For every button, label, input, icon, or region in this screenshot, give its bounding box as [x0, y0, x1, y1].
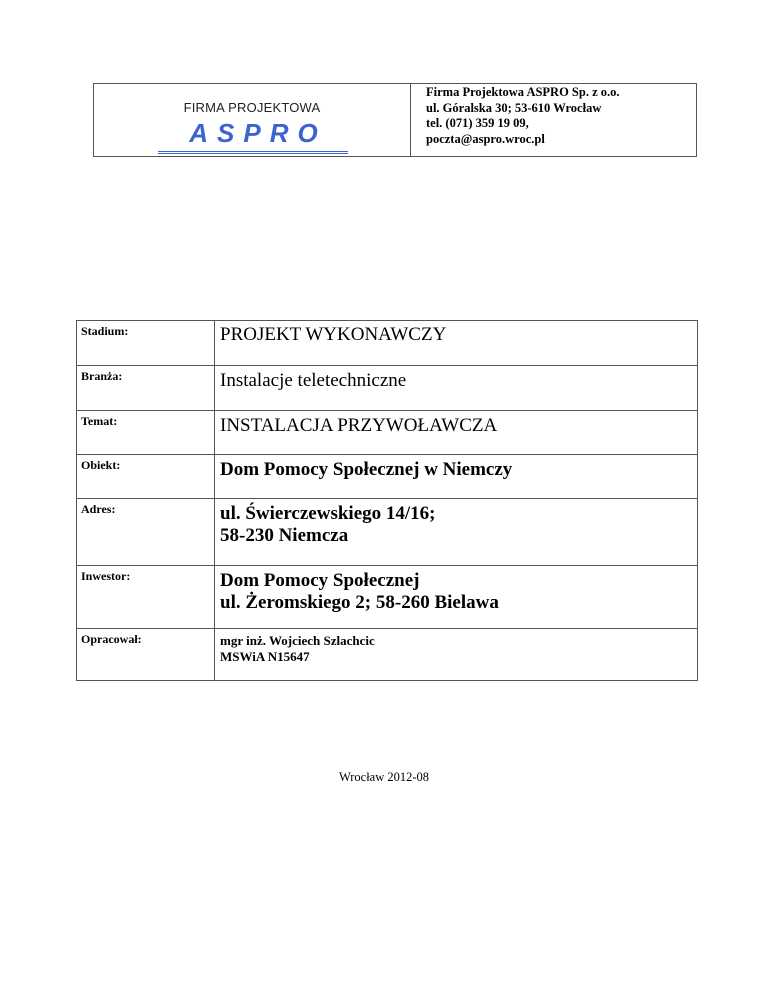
table-row — [77, 499, 698, 566]
address-line: tel. (071) 359 19 09, — [426, 116, 529, 130]
row-label-inwestor: Inwestor: — [77, 566, 215, 629]
company-address — [411, 84, 696, 156]
logo-subtitle: FIRMA PROJEKTOWA — [183, 100, 321, 115]
address-line-2: 58-230 Niemcza — [220, 525, 349, 546]
row-label-obiekt: Obiekt: — [77, 455, 215, 499]
table-row — [77, 366, 698, 411]
row-value-adres — [215, 499, 698, 566]
row-value-inwestor — [215, 566, 698, 629]
investor-line-2: ul. Żeromskiego 2; 58-260 Bielawa — [220, 592, 499, 613]
row-value-branza: Instalacje teletechniczne — [215, 366, 698, 411]
author-license: MSWiA N15647 — [220, 649, 310, 664]
header-box — [93, 83, 697, 157]
row-label-stadium: Stadium: — [77, 321, 215, 366]
table-row — [77, 411, 698, 455]
place-date: Wrocław 2012-08 — [338, 770, 430, 784]
row-label-branza: Branża: — [77, 366, 215, 411]
row-value-stadium: PROJEKT WYKONAWCZY — [215, 321, 698, 366]
project-info-table — [76, 320, 698, 681]
row-value-temat: INSTALACJA PRZYWOŁAWCZA — [215, 411, 698, 455]
row-label-adres: Adres: — [77, 499, 215, 566]
address-line: ul. Góralska 30; 53-610 Wrocław — [426, 100, 602, 115]
logo-underline — [158, 153, 348, 154]
table-row — [77, 455, 698, 499]
author-name: mgr inż. Wojciech Szlachcic — [220, 633, 375, 648]
investor-line-1: Dom Pomocy Społecznej — [220, 570, 420, 591]
address-line: Firma Projektowa ASPRO Sp. z o.o. — [426, 85, 620, 99]
address-line-1: ul. Świerczewskiego 14/16; — [220, 503, 436, 524]
row-label-temat: Temat: — [77, 411, 215, 455]
row-value-opracowal — [215, 629, 698, 681]
table-row — [77, 566, 698, 629]
logo-underline — [158, 151, 348, 152]
table-row — [77, 629, 698, 681]
table-row — [77, 321, 698, 366]
row-value-obiekt: Dom Pomocy Społecznej w Niemczy — [215, 455, 698, 499]
logo-wordmark: ASPRO — [189, 118, 327, 148]
address-email: poczta@aspro.wroc.pl — [426, 131, 545, 146]
company-logo — [94, 84, 411, 156]
row-label-opracowal: Opracował: — [77, 629, 215, 681]
